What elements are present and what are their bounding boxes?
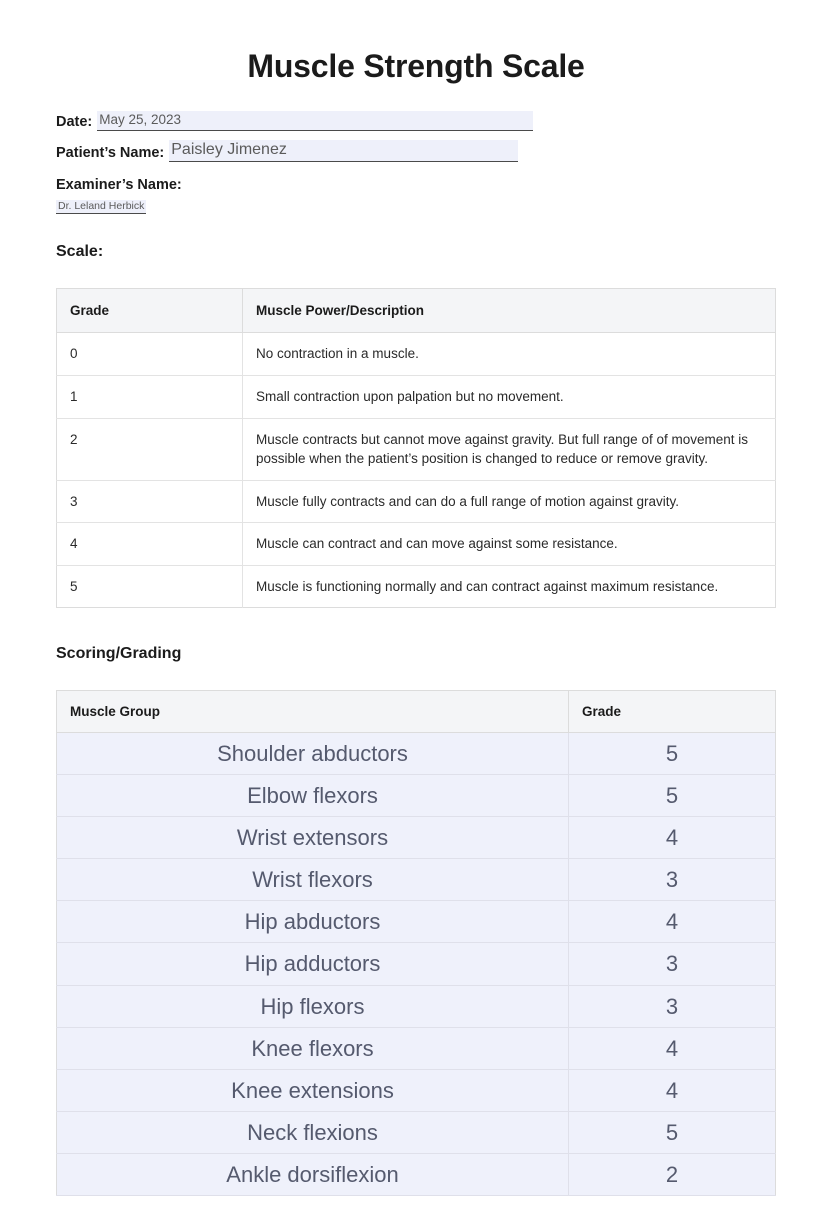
table-row [57, 901, 776, 943]
date-label: Date: [56, 114, 93, 131]
scale-col-grade: Grade [57, 289, 243, 333]
scoring-col-muscle-group: Muscle Group [57, 691, 569, 733]
date-field-row [56, 111, 776, 131]
table-row [57, 943, 776, 985]
table-row [57, 565, 776, 608]
table-row [57, 817, 776, 859]
scoring-col-grade: Grade [569, 691, 776, 733]
scale-description-cell: Small contraction upon palpation but no movement. [243, 375, 776, 418]
scale-grade-cell: 4 [57, 523, 243, 566]
patient-name-field-row [56, 140, 776, 162]
table-header-row [57, 289, 776, 333]
scoring-section-heading: Scoring/Grading [56, 645, 182, 663]
scale-table-head [57, 289, 776, 333]
patient-name-label: Patient’s Name: [56, 145, 165, 162]
table-row [57, 733, 776, 775]
muscle-grade-input[interactable]: 3 [569, 985, 776, 1027]
muscle-group-cell: Knee extensions [57, 1069, 569, 1111]
muscle-grade-input[interactable]: 4 [569, 1027, 776, 1069]
scale-section-heading: Scale: [56, 243, 104, 261]
table-row [57, 418, 776, 480]
muscle-group-cell: Hip abductors [57, 901, 569, 943]
patient-info-form [56, 111, 776, 214]
muscle-group-cell: Wrist extensors [57, 817, 569, 859]
table-row [57, 523, 776, 566]
table-row [57, 333, 776, 376]
muscle-grade-input[interactable]: 4 [569, 817, 776, 859]
scale-grade-cell: 2 [57, 418, 243, 480]
scale-description-cell: Muscle is functioning normally and can contract against maximum resistance. [256, 578, 719, 594]
patient-name-input[interactable]: Paisley Jimenez [169, 140, 518, 162]
table-header-row [57, 691, 776, 733]
table-row [57, 1069, 776, 1111]
table-row [57, 859, 776, 901]
muscle-grade-input[interactable]: 2 [569, 1153, 776, 1195]
muscle-grade-input[interactable]: 3 [569, 859, 776, 901]
muscle-grade-input[interactable]: 5 [569, 733, 776, 775]
examiner-name-field-row [56, 176, 776, 214]
examiner-name-label: Examiner’s Name: [56, 177, 182, 194]
muscle-group-cell: Neck flexions [57, 1111, 569, 1153]
table-row [57, 1153, 776, 1195]
muscle-group-cell: Elbow flexors [57, 775, 569, 817]
muscle-grade-input[interactable]: 3 [569, 943, 776, 985]
scale-col-description: Muscle Power/Description [243, 289, 776, 333]
table-row [57, 1111, 776, 1153]
table-row [57, 985, 776, 1027]
scoring-table [56, 690, 776, 1195]
muscle-group-cell: Shoulder abductors [57, 733, 569, 775]
scale-grade-cell: 0 [57, 333, 243, 376]
table-row [57, 375, 776, 418]
table-row [57, 775, 776, 817]
scale-grade-cell: 5 [57, 565, 243, 608]
date-input[interactable]: May 25, 2023 [97, 111, 533, 131]
scale-table [56, 288, 776, 608]
muscle-grade-input[interactable]: 4 [569, 901, 776, 943]
muscle-grade-input[interactable]: 4 [569, 1069, 776, 1111]
scale-grade-cell: 1 [57, 375, 243, 418]
examiner-name-input[interactable]: Dr. Leland Herbick [58, 200, 145, 213]
muscle-group-cell: Knee flexors [57, 1027, 569, 1069]
muscle-grade-input[interactable]: 5 [569, 775, 776, 817]
scale-grade-cell: 3 [57, 480, 243, 523]
muscle-group-cell: Wrist flexors [57, 859, 569, 901]
scoring-table-head [57, 691, 776, 733]
table-row [57, 480, 776, 523]
scale-description-cell: Muscle contracts but cannot move against gravity. But full range of of movement is possible when the patient’s position is changed to reduce or remove gravity. [243, 418, 776, 480]
scale-description-cell: Muscle can contract and can move against some resistance. [243, 523, 776, 566]
muscle-group-cell: Hip adductors [57, 943, 569, 985]
muscle-grade-input[interactable]: 5 [569, 1111, 776, 1153]
page-title: Muscle Strength Scale [247, 48, 585, 84]
scale-description-cell: No contraction in a muscle. [243, 333, 776, 376]
scoring-table-body [57, 733, 776, 1195]
muscle-group-cell: Hip flexors [57, 985, 569, 1027]
table-row [57, 1027, 776, 1069]
scale-description-cell: Muscle fully contracts and can do a full range of motion against gravity. [243, 480, 776, 523]
muscle-group-cell: Ankle dorsiflexion [57, 1153, 569, 1195]
scale-table-body [57, 333, 776, 608]
